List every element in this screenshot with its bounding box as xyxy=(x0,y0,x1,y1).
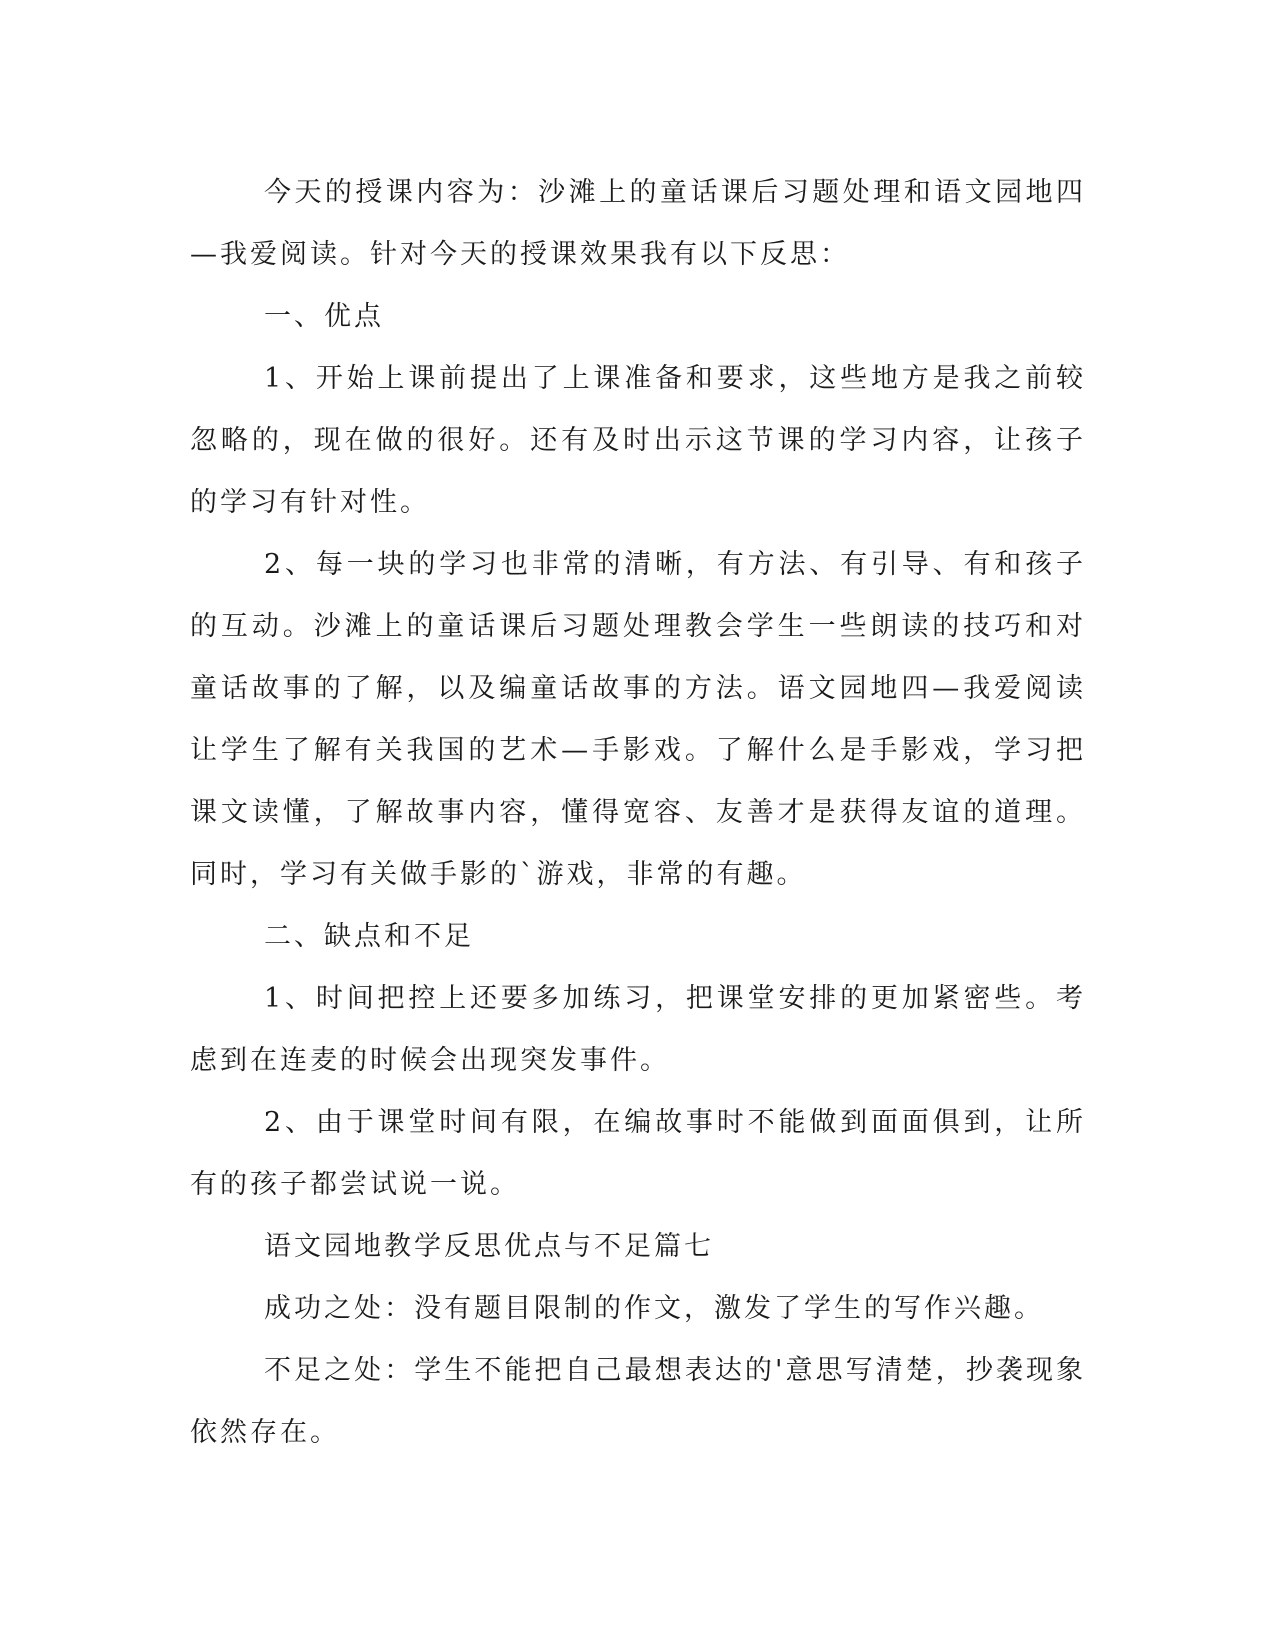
paragraph-success: 成功之处：没有题目限制的作文，激发了学生的写作兴趣。 xyxy=(264,1293,1044,1324)
paragraph-intro: 今天的授课内容为：沙滩上的童话课后习题处理和语文园地四—我爱阅读。针对今天的授课效果我有以下反思： xyxy=(190,177,1086,270)
paragraph-strength-1: 1、开始上课前提出了上课准备和要求，这些地方是我之前较忽略的，现在做的很好。还有及时出示这节课的学习内容，让孩子的学习有针对性。 xyxy=(190,363,1086,518)
paragraph-weakness-2: 2、由于课堂时间有限，在编故事时不能做到面面俱到，让所有的孩子都尝试说一说。 xyxy=(190,1107,1086,1200)
paragraph-weakness-1: 1、时间把控上还要多加练习，把课堂安排的更加紧密些。考虑到在连麦的时候会出现突发事件。 xyxy=(190,983,1086,1076)
section-heading-strengths: 一、优点 xyxy=(264,301,384,332)
section-heading-weaknesses: 二、缺点和不足 xyxy=(264,921,474,952)
section-title-part-seven: 语文园地教学反思优点与不足篇七 xyxy=(264,1231,714,1262)
paragraph-strength-2: 2、每一块的学习也非常的清晰，有方法、有引导、有和孩子的互动。沙滩上的童话课后习题处理教会学生一些朗读的技巧和对童话故事的了解，以及编童话故事的方法。语文园地四—我爱阅读让学生了解有关我国的艺术—手影戏。了解什么是手影戏，学习把课文读懂，了解故事内容，懂得宽容、友善才是获得友谊的道理。同时，学习有关做手影的`游戏，非常的有趣。 xyxy=(190,549,1086,890)
paragraph-shortcoming: 不足之处：学生不能把自己最想表达的'意思写清楚，抄袭现象依然存在。 xyxy=(190,1355,1086,1448)
document-body xyxy=(190,162,1086,1464)
